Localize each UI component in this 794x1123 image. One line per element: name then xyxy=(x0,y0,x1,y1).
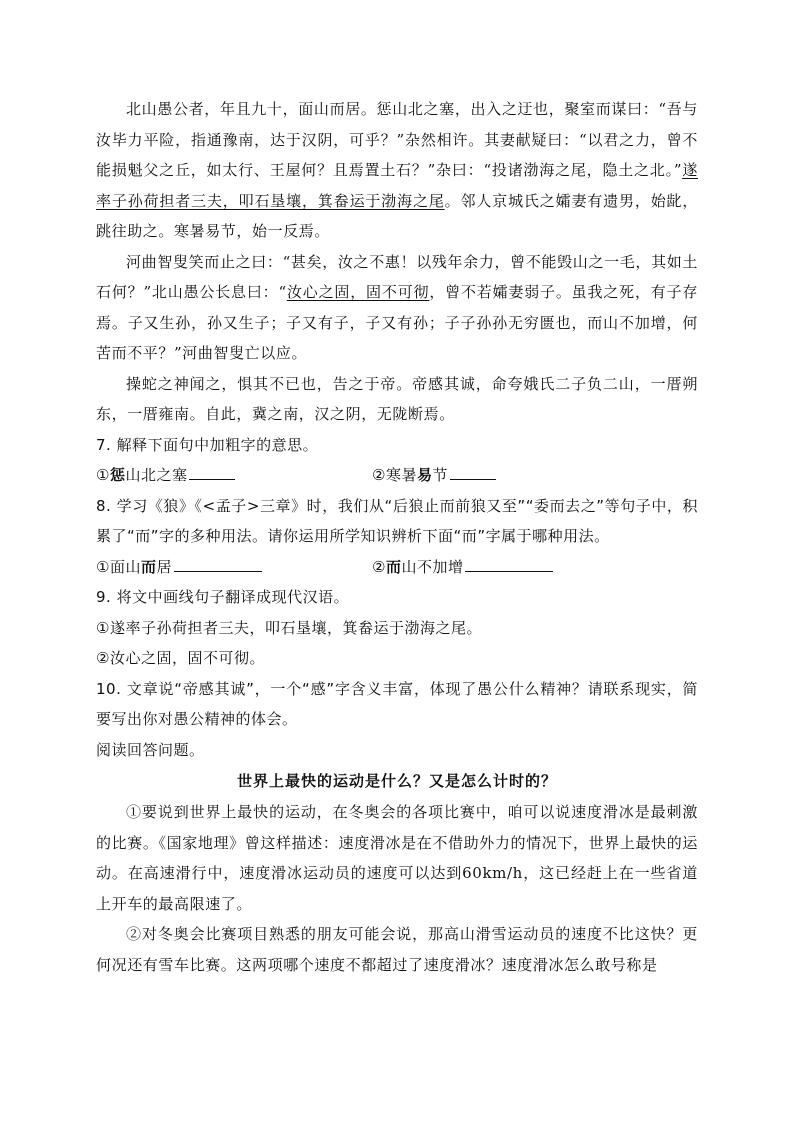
underlined-sentence-2: 汝心之固，固不可彻 xyxy=(286,283,430,301)
passage2-title: 世界上最快的运动是什么？又是怎么计时的？ xyxy=(236,772,557,790)
answer-blank[interactable] xyxy=(189,465,235,480)
answer-blank[interactable] xyxy=(174,557,262,572)
question-7-item-2 xyxy=(372,460,496,491)
item-text: 节 xyxy=(432,466,448,484)
answer-blank[interactable] xyxy=(450,465,496,480)
passage1-text: 北山愚公者，年且九十，面山而居。惩山北之塞，出入之迂也，聚室而谋曰：“吾与汝毕力平险，指通豫南，达于汉阴，可乎？”杂然相许。其妻献疑曰：“以君之力，曾不能损魁父之丘，如太行、王屋何？且焉置土石？”杂曰：“投诸渤海之尾，隐土之北。” xyxy=(96,100,698,179)
item-text: ①面山 xyxy=(96,557,141,576)
passage1-paragraph-1 xyxy=(96,94,698,247)
answer-blank[interactable] xyxy=(465,557,553,572)
item-text: 山北之塞 xyxy=(125,466,188,484)
item-text: 山不加增 xyxy=(401,557,464,576)
item-text: 居 xyxy=(156,557,172,576)
question-9-item-1: ①遂率子孙荷担者三夫，叩石垦壤，箕畚运于渤海之尾。 xyxy=(96,618,482,637)
item-text: ②寒暑 xyxy=(372,466,417,484)
question-7: 7. 解释下面句中加粗字的意思。 xyxy=(96,435,319,454)
question-7-items xyxy=(96,460,698,491)
question-8: 8. 学习《狼》《<孟子>三章》时，我们从“后狼止而前狼又至”“委而去之”等句子中，积累了“而”字的多种用法。请你运用所学知识辨析下面“而”字属于哪种用法。 xyxy=(96,496,698,545)
item-text: ② xyxy=(372,557,386,576)
bold-char: 而 xyxy=(140,557,157,576)
bold-char: 易 xyxy=(416,466,433,484)
question-8-item-2 xyxy=(372,552,553,583)
page-content xyxy=(96,94,698,980)
passage1-text: 。邻人京城氏之孀妻有遗男，始龀，跳往助之。寒暑易节，始一反焉。 xyxy=(96,191,698,240)
question-10: 10. 文章说“帝感其诚”，一个“感”字含义丰富，体现了愚公什么精神？请联系现实，简要写出你对愚公精神的体会。 xyxy=(96,679,698,728)
passage1-text: 河曲智叟笑而止之曰：“甚矣，汝之不惠！以残年余力，曾不能毁山之一毛，其如土石何？”北山愚公长息曰：“ xyxy=(96,252,698,301)
question-8-items xyxy=(96,552,698,583)
reading-instruction: 阅读回答问题。 xyxy=(96,740,205,759)
underlined-sentence-1: 遂率子孙荷担者三夫，叩石垦壤，箕畚运于渤海之尾 xyxy=(96,161,698,210)
question-8-item-1 xyxy=(96,552,372,583)
passage2-paragraph-1: ①要说到世界上最快的运动，在冬奥会的各项比赛中，咱可以说速度滑冰是最刺激的比赛。《国家地理》曾这样描述：速度滑冰是在不借助外力的情况下，世界上最快的运动。在高速滑行中，速度滑冰运动员的速度可以达到60km/h，这已经赶上在一些省道上开车的最高限速了。 xyxy=(96,803,698,913)
question-9: 9. 将文中画线句子翻译成现代汉语。 xyxy=(96,588,350,606)
passage1-paragraph-3: 操蛇之神闻之，惧其不已也，告之于帝。帝感其诚，命夸娥氏二子负二山，一厝朔东，一厝雍南。自此，冀之南，汉之阴，无陇断焉。 xyxy=(96,374,698,423)
item-text: ① xyxy=(96,466,110,484)
question-7-item-1 xyxy=(96,460,372,491)
bold-char: 而 xyxy=(385,557,402,576)
bold-char: 惩 xyxy=(109,466,126,484)
question-9-item-2: ②汝心之固，固不可彻。 xyxy=(96,649,265,667)
passage1-text: ，曾不若孀妻弱子。虽我之死，有子存焉。子又生孙，孙又生子；子又有子，子又有孙；子子孙孙无穷匮也，而山不加增，何苦而不平？”河曲智叟亡以应。 xyxy=(96,283,699,362)
passage1-paragraph-2 xyxy=(96,247,698,369)
passage2-paragraph-2: ②对冬奥会比赛项目熟悉的朋友可能会说，那高山滑雪运动员的速度不比这快？更何况还有雪车比赛。这两项哪个速度不都超过了速度滑冰？速度滑冰怎么敢号称是 xyxy=(96,925,698,974)
